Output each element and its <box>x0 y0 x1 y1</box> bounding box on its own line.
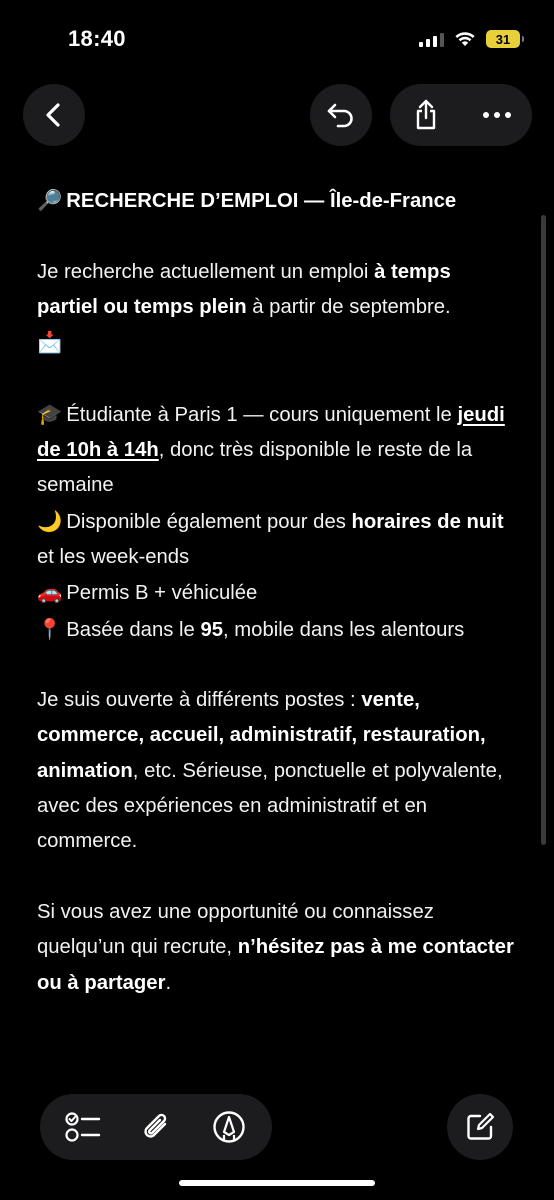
compose-button[interactable] <box>447 1094 513 1160</box>
undo-icon <box>326 102 356 128</box>
note-list-license: 🚗 Permis B + véhiculée <box>37 580 258 605</box>
moon-icon: 🌙 <box>37 508 63 533</box>
compose-icon <box>465 1112 495 1142</box>
markup-button[interactable] <box>198 1096 260 1158</box>
note-list-location: 📍 Basée dans le 95, mobile dans les alentours <box>37 616 465 641</box>
paperclip-icon <box>141 1110 171 1144</box>
home-indicator[interactable] <box>179 1180 375 1186</box>
share-button[interactable] <box>390 84 461 146</box>
status-icons <box>419 30 520 48</box>
pin-icon: 📍 <box>37 616 63 641</box>
note-body[interactable] <box>37 183 517 1001</box>
cellular-signal-icon <box>419 32 444 47</box>
status-bar <box>0 0 554 80</box>
note-paragraph-positions: Je suis ouverte à différents postes : vente, commerce, accueil, administratif, restauration, animation, etc. Sérieuse, ponctuelle et polyvalente, avec des expériences en administratif et en commerce. <box>37 689 503 853</box>
note-title: 🔎 RECHERCHE D’EMPLOI — Île-de-France <box>37 188 457 212</box>
more-button[interactable] <box>461 84 532 146</box>
markup-pen-icon <box>212 1110 246 1144</box>
note-list-night: 🌙 Disponible également pour des horaires de nuit et les week-ends <box>37 508 504 568</box>
note-paragraph-contact: Si vous avez une opportunité ou connaissez quelqu’un qui recrute, n’hésitez pas à me contacter ou à partager. <box>37 900 514 994</box>
undo-button[interactable] <box>310 84 372 146</box>
chevron-left-icon <box>43 102 65 128</box>
scrollbar[interactable] <box>541 215 546 845</box>
checklist-icon <box>65 1111 101 1143</box>
wifi-icon <box>454 31 476 47</box>
note-paragraph-intro: Je recherche actuellement un emploi à temps partiel ou temps plein à partir de septembre. 📩 <box>37 260 451 355</box>
share-icon <box>413 99 439 131</box>
bottom-toolbar <box>40 1094 272 1160</box>
status-time: 18:40 <box>68 26 126 51</box>
magnifier-icon: 🔎 <box>37 188 63 212</box>
car-icon: 🚗 <box>37 580 63 605</box>
checklist-button[interactable] <box>52 1096 114 1158</box>
envelope-icon: 📩 <box>37 330 63 355</box>
more-icon <box>482 111 512 119</box>
graduation-cap-icon: 🎓 <box>37 401 63 426</box>
back-button[interactable] <box>23 84 85 146</box>
actions-group <box>390 84 532 146</box>
note-list-study: 🎓 Étudiante à Paris 1 — cours uniquement le jeudi de 10h à 14h, donc très disponible le reste de la semaine <box>37 401 505 497</box>
attachment-button[interactable] <box>125 1096 187 1158</box>
battery-icon: 31 <box>486 30 520 48</box>
